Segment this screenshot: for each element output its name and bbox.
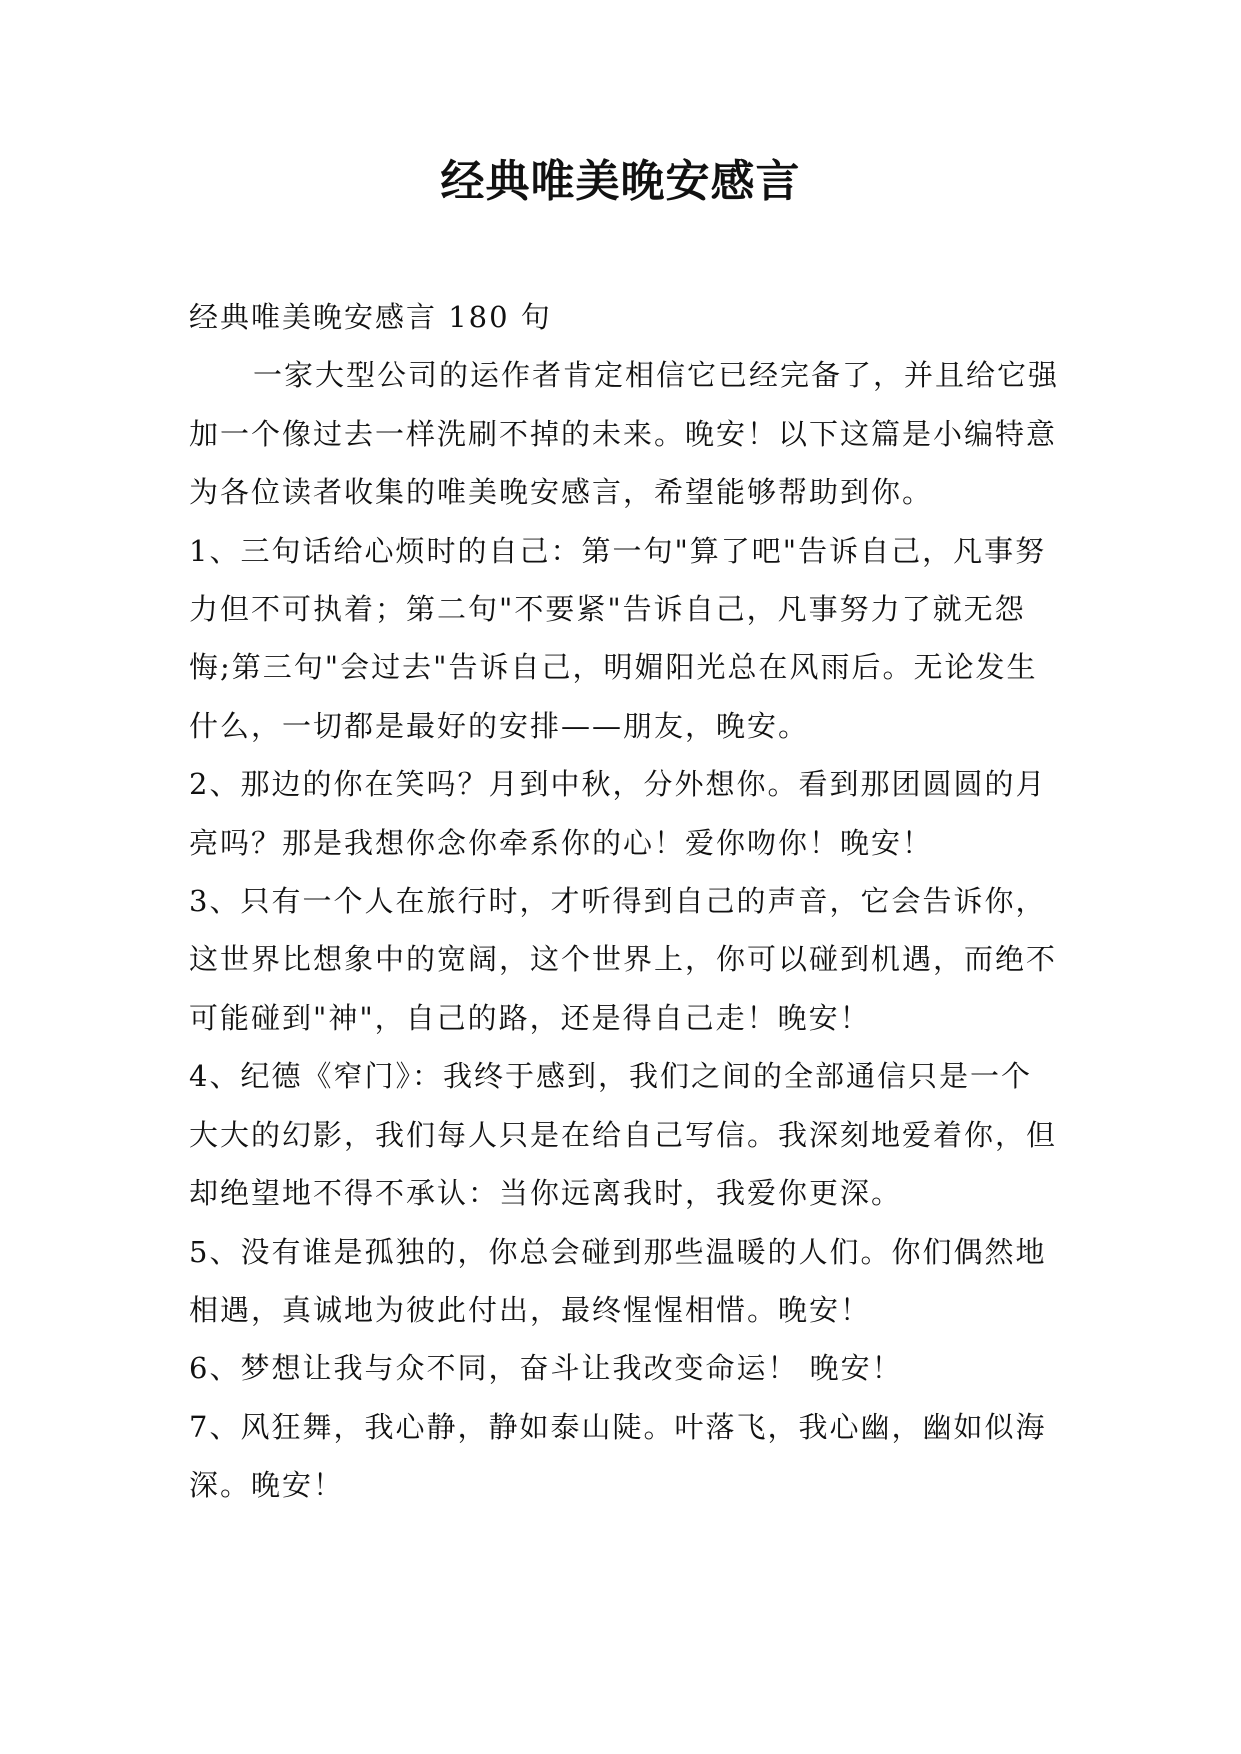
list-item: 7、风狂舞，我心静，静如泰山陡。叶落飞，我心幽，幽如似海深。晚安！ xyxy=(189,1409,1047,1503)
intro-paragraph: 一家大型公司的运作者肯定相信它已经完备了，并且给它强加一个像过去一样洗刷不掉的未来。晚安！以下这篇是小编特意为各位读者收集的唯美晚安感言，希望能够帮助到你。 xyxy=(189,358,1060,510)
list-item: 4、纪德《窄门》：我终于感到，我们之间的全部通信只是一个大大的幻影，我们每人只是在给自己写信。我深刻地爱着你，但却绝望地不得不承认：当你远离我时，我爱你更深。 xyxy=(189,1059,1058,1211)
page-title: 经典唯美晚安感言 xyxy=(440,156,801,207)
list-item: 6、梦想让我与众不同，奋斗让我改变命运！ 晚安！ xyxy=(189,1351,903,1386)
document-body xyxy=(189,288,1059,1515)
list-item: 2、那边的你在笑吗？月到中秋，分外想你。看到那团圆圆的月亮吗？那是我想你念你牵系你的心！爱你吻你！晚安！ xyxy=(189,767,1047,860)
list-item: 5、没有谁是孤独的，你总会碰到那些温暖的人们。你们偶然地相遇，真诚地为彼此付出，最终惺惺相惜。晚安！ xyxy=(189,1234,1047,1327)
list-item: 1、三句话给心烦时的自己：第一句"算了吧"告诉自己，凡事努力但不可执着；第二句"不要紧"告诉自己，凡事努力了就无怨悔;第三句"会过去"告诉自己，明媚阳光总在风雨后。无论发生什么，一切都是最好的安排——朋友，晚安。 xyxy=(189,533,1047,743)
subtitle: 经典唯美晚安感言 180 句 xyxy=(189,300,552,334)
list-item: 3、只有一个人在旅行时，才听得到自己的声音，它会告诉你，这世界比想象中的宽阔，这个世界上，你可以碰到机遇，而绝不可能碰到"神"，自己的路，还是得自己走！晚安！ xyxy=(189,884,1058,1035)
